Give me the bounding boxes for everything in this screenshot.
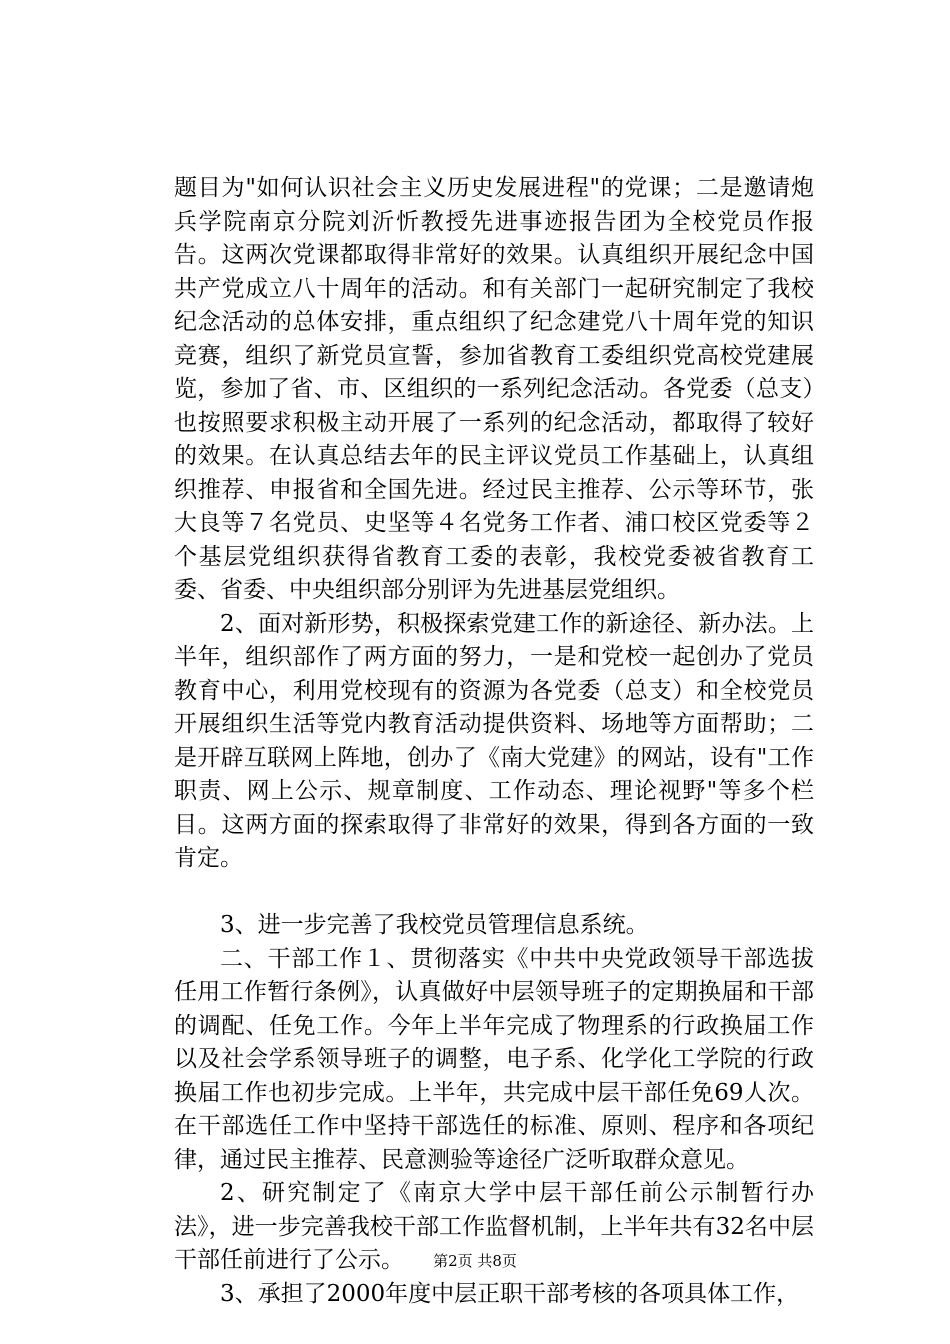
paragraph-cadre-work: 二、干部工作１、贯彻落实《中共中央党政领导干部选拔任用工作暂行条例》，认真做好中层领导班子的定期换届和干部的调配、任免工作。今年上半年完成了物理系的行政换届工作以及社会学系领导班子的调整，电子系、化学化工学院的行政换届工作也初步完成。上半年，共完成中层干部任免69人次。在干部选任工作中坚持干部选任的标准、原则、程序和各项纪律，通过民主推荐、民意测验等途径广泛听取群众意见。 bbox=[174, 945, 814, 1173]
page-number-label: 第2页 共8页 bbox=[433, 1252, 517, 1270]
paragraph-member-info-system: 3、进一步完善了我校党员管理信息系统。 bbox=[220, 912, 649, 938]
paragraph-party-lectures: 题目为"如何认识社会主义历史发展进程"的党课；二是邀请炮兵学院南京分院刘沂忻教授先进事迹报告团为全校党员作报告。这两次党课都取得非常好的效果。认真组织开展纪念中国共产党成立八十周年的活动。和有关部门一起研究制定了我校纪念活动的总体安排，重点组织了纪念建党八十周年党的知识竞赛，组织了新党员宣誓，参加省教育工委组织党高校党建展览，参加了省、市、区组织的一系列纪念活动。各党委（总支）也按照要求积极主动开展了一系列的纪念活动，都取得了较好的效果。在认真总结去年的民主评议党员工作基础上，认真组织推荐、申报省和全国先进。经过民主推荐、公示等环节，张大良等７名党员、史坚等４名党务工作者、浦口校区党委等２个基层党组织获得省教育工委的表彰，我校党委被省教育工委、省委、中央组织部分别评为先进基层党组织。 bbox=[174, 175, 814, 603]
paragraph-new-approaches: 2、面对新形势，积极探索党建工作的新途径、新办法。上半年，组织部作了两方面的努力，一是和党校一起创办了党员教育中心，利用党校现有的资源为各党委（总支）和全校党员开展组织生活等党内教育活动提供资料、场地等方面帮助；二是开辟互联网上阵地，创办了《南大党建》的网站，设有"工作职责、网上公示、规章制度、工作动态、理论视野"等多个栏目。这两方面的探索取得了非常好的效果，得到各方面的一致肯定。 bbox=[174, 610, 814, 871]
paragraph-publicity-measures: 2、研究制定了《南京大学中层干部任前公示制暂行办法》，进一步完善我校干部工作监督机制，上半年共有32名中层干部任前进行了公示。 bbox=[174, 1180, 814, 1273]
paragraph-annual-assessment: 3、承担了2000年度中层正职干部考核的各项具体工作， bbox=[220, 1280, 800, 1307]
document-body bbox=[174, 172, 814, 1311]
page-footer bbox=[0, 1251, 950, 1271]
